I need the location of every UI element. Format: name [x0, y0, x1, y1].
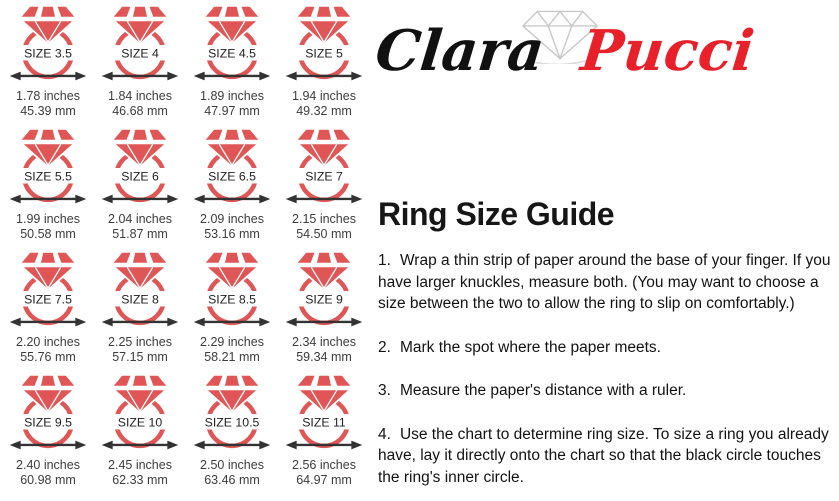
ring-size-inches: 1.78 inches [16, 89, 80, 103]
instruction-text: Mark the spot where the paper meets. [399, 338, 661, 356]
ring-size-label: SIZE 3.5 [24, 46, 72, 61]
ring-size-inches: 2.04 inches [108, 212, 172, 226]
brand-name [373, 18, 758, 84]
ring-size-mm: 54.50 mm [296, 227, 352, 241]
ring-size-label: SIZE 5 [305, 46, 343, 61]
instructions-list [378, 250, 834, 501]
ring-size-label: SIZE 4 [121, 46, 159, 61]
ring-size-cell [186, 250, 278, 373]
ring-with-diamond-icon [189, 127, 275, 209]
ring-size-inches: 2.56 inches [292, 458, 356, 472]
ring-size-cell [278, 127, 370, 250]
ring-size-mm: 59.34 mm [296, 350, 352, 364]
ring-size-cell [2, 127, 94, 250]
ring-with-diamond-icon [5, 373, 91, 455]
ring-size-label: SIZE 4.5 [208, 46, 256, 61]
ring-size-inches: 2.09 inches [200, 212, 264, 226]
ring-size-inches: 2.15 inches [292, 212, 356, 226]
ring-size-mm: 55.76 mm [20, 350, 76, 364]
ring-size-inches: 2.45 inches [108, 458, 172, 472]
ring-measurements [292, 89, 356, 119]
ring-size-cell [94, 127, 186, 250]
ring-size-inches: 2.34 inches [292, 335, 356, 349]
ring-size-label: SIZE 8.5 [208, 292, 256, 307]
ring-measurements [16, 458, 80, 488]
ring-measurements [200, 458, 264, 488]
ring-size-cell [94, 373, 186, 496]
ring-size-cell [2, 250, 94, 373]
instruction-text: Measure the paper's distance with a ruler. [399, 382, 687, 399]
ring-with-diamond-icon [5, 127, 91, 209]
ring-with-diamond-icon [97, 4, 183, 86]
instruction-number: 3. [378, 382, 391, 399]
ring-size-mm: 62.33 mm [112, 473, 168, 487]
ring-with-diamond-icon [281, 127, 367, 209]
ring-size-cell [186, 373, 278, 496]
ring-with-diamond-icon [5, 250, 91, 332]
ring-size-inches: 2.20 inches [16, 335, 80, 349]
ring-size-inches: 1.94 inches [292, 89, 356, 103]
instruction-item [378, 380, 834, 402]
instruction-number: 1. [378, 252, 391, 269]
ring-with-diamond-icon [281, 250, 367, 332]
ring-with-diamond-icon [189, 250, 275, 332]
ring-size-inches: 2.50 inches [200, 458, 264, 472]
ring-size-label: SIZE 11 [302, 415, 346, 430]
ring-size-mm: 63.46 mm [204, 473, 260, 487]
ring-size-cell [186, 127, 278, 250]
ring-size-inches: 1.84 inches [108, 89, 172, 103]
ring-measurements [108, 212, 172, 242]
ring-with-diamond-icon [97, 250, 183, 332]
brand-name-first: Clara [372, 18, 548, 84]
instruction-text: Wrap a thin strip of paper around the base of your finger. If you have larger knuckles, measure both. (You may want to choose a size between the two to allow the ring to slip on comfortably.) [378, 252, 831, 312]
ring-measurements [200, 335, 264, 365]
ring-size-inches: 2.40 inches [16, 458, 80, 472]
ring-size-mm: 50.58 mm [20, 227, 76, 241]
instruction-number: 2. [378, 338, 391, 356]
ring-size-cell [2, 4, 94, 127]
instruction-item [378, 424, 834, 489]
ring-size-mm: 60.98 mm [20, 473, 76, 487]
brand-name-second: Pucci [577, 18, 758, 84]
ring-size-cell [278, 250, 370, 373]
ring-with-diamond-icon [281, 4, 367, 86]
ring-size-label: SIZE 5.5 [24, 169, 72, 184]
brand-logo [372, 4, 834, 104]
ring-with-diamond-icon [5, 4, 91, 86]
ring-size-cell [94, 250, 186, 373]
ring-measurements [108, 89, 172, 119]
ring-size-cell [278, 373, 370, 496]
ring-size-mm: 57.15 mm [112, 350, 168, 364]
ring-measurements [108, 458, 172, 488]
ring-measurements [292, 458, 356, 488]
ring-size-cell [186, 4, 278, 127]
ring-measurements [108, 335, 172, 365]
ring-size-inches: 2.29 inches [200, 335, 264, 349]
ring-size-cell [94, 4, 186, 127]
ring-size-cell [278, 4, 370, 127]
instruction-text: Use the chart to determine ring size. To size a ring you already have, lay it directly onto the chart so that the black circle touches the ring's inner circle. [378, 425, 829, 486]
instruction-item [378, 250, 834, 315]
ring-size-cell [2, 373, 94, 496]
ring-size-mm: 45.39 mm [20, 104, 76, 118]
ring-size-grid [2, 4, 370, 496]
ring-measurements [200, 212, 264, 242]
ring-size-label: SIZE 9 [305, 292, 343, 307]
ring-with-diamond-icon [189, 373, 275, 455]
ring-size-mm: 51.87 mm [112, 227, 168, 241]
ring-measurements [200, 89, 264, 119]
ring-measurements [16, 335, 80, 365]
ring-size-label: SIZE 7 [305, 169, 343, 184]
ring-size-mm: 46.68 mm [112, 104, 168, 118]
ring-measurements [16, 212, 80, 242]
ring-size-label: SIZE 10 [117, 415, 163, 430]
ring-with-diamond-icon [189, 4, 275, 86]
ring-with-diamond-icon [97, 373, 183, 455]
ring-size-mm: 64.97 mm [296, 473, 352, 487]
ring-size-mm: 53.16 mm [204, 227, 260, 241]
ring-with-diamond-icon [97, 127, 183, 209]
ring-size-label: SIZE 10.5 [204, 415, 260, 430]
page-title: Ring Size Guide [378, 196, 615, 232]
ring-size-label: SIZE 8 [121, 292, 159, 307]
ring-measurements [292, 212, 356, 242]
ring-size-mm: 58.21 mm [204, 350, 260, 364]
ring-size-label: SIZE 6 [121, 169, 159, 184]
ring-size-inches: 1.99 inches [16, 212, 80, 226]
instruction-number: 4. [378, 425, 391, 443]
ring-size-label: SIZE 9.5 [24, 415, 72, 430]
ring-size-inches: 1.89 inches [200, 89, 264, 103]
ring-size-label: SIZE 7.5 [24, 292, 72, 307]
ring-measurements [16, 89, 80, 119]
ring-size-mm: 49.32 mm [296, 104, 352, 118]
ring-size-mm: 47.97 mm [204, 104, 260, 118]
ring-size-inches: 2.25 inches [108, 335, 172, 349]
ring-measurements [292, 335, 356, 365]
instruction-item [378, 337, 834, 359]
ring-with-diamond-icon [281, 373, 367, 455]
ring-size-label: SIZE 6.5 [208, 169, 256, 184]
